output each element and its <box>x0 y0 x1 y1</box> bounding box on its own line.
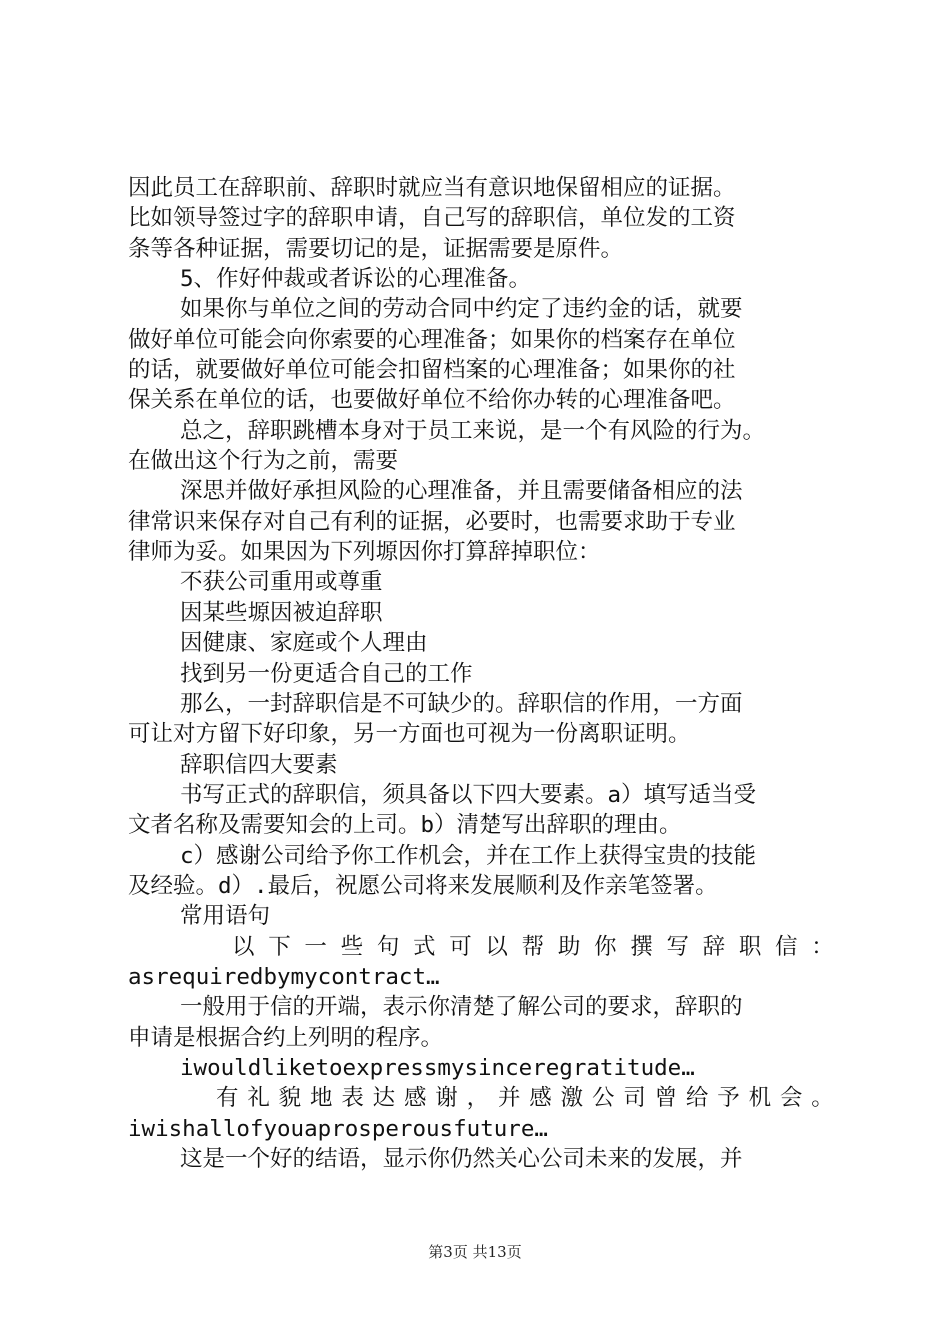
page-number-footer: 第3页 共13页 <box>428 1243 522 1261</box>
paragraph-start: 一般用于信的开端，表示你清楚了解公司的要求，辞职的 <box>180 994 743 1021</box>
text-line: 及经验。d）.最后，祝愿公司将来发展顺利及作亲笔签署。 <box>128 872 718 899</box>
paragraph-start: 深思并做好承担风险的心理准备，并且需要储备相应的法 <box>180 478 743 505</box>
numbered-heading: 5、作好仲裁或者诉讼的心理准备。 <box>180 266 532 293</box>
list-item: 因健康、家庭或个人理由 <box>180 630 428 657</box>
list-item: 因某些塬因被迫辞职 <box>180 599 383 626</box>
list-item: 不获公司重用或尊重 <box>180 569 383 596</box>
text-line: 在做出这个行为之前，需要 <box>128 448 399 475</box>
text-line: 做好单位可能会向你索要的心理准备；如果你的档案存在单位 <box>128 326 736 353</box>
text-line: 保关系在单位的话，也要做好单位不给你办转的心理准备吧。 <box>128 387 736 414</box>
text-line: 比如领导签过字的辞职申请，自己写的辞职信，单位发的工资 <box>128 205 736 232</box>
text-line: 律师为妥。如果因为下列塬因你打算辞掉职位： <box>128 539 601 566</box>
paragraph-start: 书写正式的辞职信，须具备以下四大要素。a）填写适当受 <box>180 781 757 808</box>
text-line: 可让对方留下好印象，另一方面也可视为一份离职证明。 <box>128 721 691 748</box>
section-heading: 常用语句 <box>180 903 271 930</box>
paragraph-start: 这是一个好的结语，显示你仍然关心公司未来的发展，并 <box>180 1146 743 1172</box>
english-phrase: iwouldliketoexpressmysinceregratitude… <box>180 1054 695 1081</box>
text-line: 条等各种证据，需要切记的是，证据需要是原件。 <box>128 235 624 262</box>
text-line: 因此员工在辞职前、辞职时就应当有意识地保留相应的证据。 <box>128 175 736 201</box>
document-body <box>128 173 834 1174</box>
text-line: 的话，就要做好单位可能会扣留档案的心理准备；如果你的社 <box>128 357 736 384</box>
text-line: 申请是根据合约上列明的程序。 <box>128 1024 444 1051</box>
section-heading: 辞职信四大要素 <box>180 751 338 778</box>
list-item: 找到另一份更适合自己的工作 <box>180 660 473 687</box>
paragraph-start: 总之，辞职跳槽本身对于员工来说，是一个有风险的行为。 <box>180 417 766 444</box>
justified-line: 有 礼 貌 地 表 达 感 谢 ， 并 感 激 公 司 曾 给 予 机 会 。 <box>216 1085 834 1112</box>
paragraph-start: c）感谢公司给予你工作机会，并在工作上获得宝贵的技能 <box>180 842 757 869</box>
english-phrase: iwishallofyouaprosperousfuture… <box>128 1115 548 1142</box>
text-line: 律常识来保存对自己有利的证据，必要时，也需要求助于专业 <box>128 508 736 535</box>
text-line: 文者名称及需要知会的上司。b）清楚写出辞职的理由。 <box>128 812 682 839</box>
justified-line: 以 下 一 些 句 式 可 以 帮 助 你 撰 写 辞 职 信 ： <box>232 933 834 960</box>
paragraph-start: 如果你与单位之间的劳动合同中约定了违约金的话，就要 <box>180 296 743 323</box>
english-phrase: asrequiredbymycontract… <box>128 963 440 990</box>
paragraph-start: 那么，一封辞职信是不可缺少的。辞职信的作用，一方面 <box>180 690 743 717</box>
